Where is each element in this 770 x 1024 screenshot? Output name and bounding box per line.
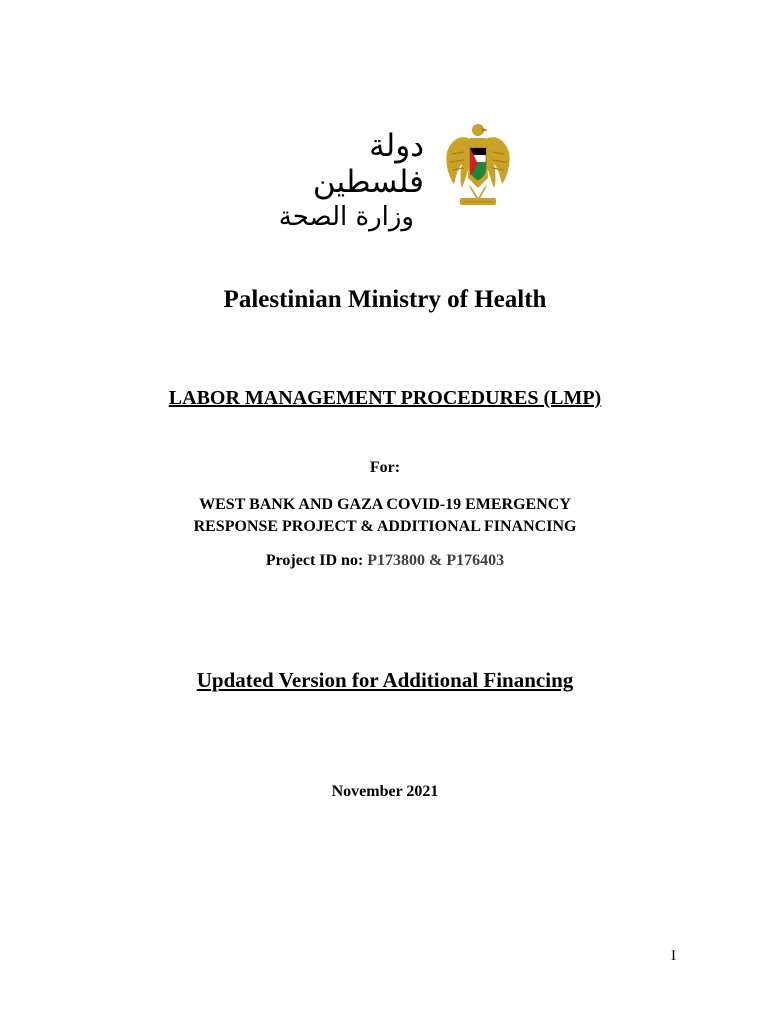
project-name	[0, 494, 770, 538]
arabic-heading	[262, 128, 424, 234]
palestine-eagle-emblem-icon	[444, 118, 512, 210]
document-date: November 2021	[331, 783, 439, 800]
project-name-line-1: WEST BANK AND GAZA COVID-19 EMERGENCY	[199, 496, 571, 513]
ministry-title: Palestinian Ministry of Health	[223, 286, 547, 313]
document-subtitle: LABOR MANAGEMENT PROCEDURES (LMP)	[168, 387, 602, 409]
project-id	[0, 549, 770, 573]
version-heading: Updated Version for Additional Financing	[196, 668, 574, 692]
project-id-label: Project ID no:	[265, 552, 364, 569]
project-id-values: P173800 & P176403	[367, 552, 505, 569]
project-name-line-2: RESPONSE PROJECT & ADDITIONAL FINANCING	[193, 518, 577, 535]
letterhead	[262, 118, 512, 232]
arabic-ministry-name: وزارة الصحة	[278, 202, 414, 232]
page-number: I	[671, 948, 676, 964]
for-label: For:	[369, 459, 401, 476]
arabic-state-name: دولة فلسطين	[312, 128, 424, 200]
